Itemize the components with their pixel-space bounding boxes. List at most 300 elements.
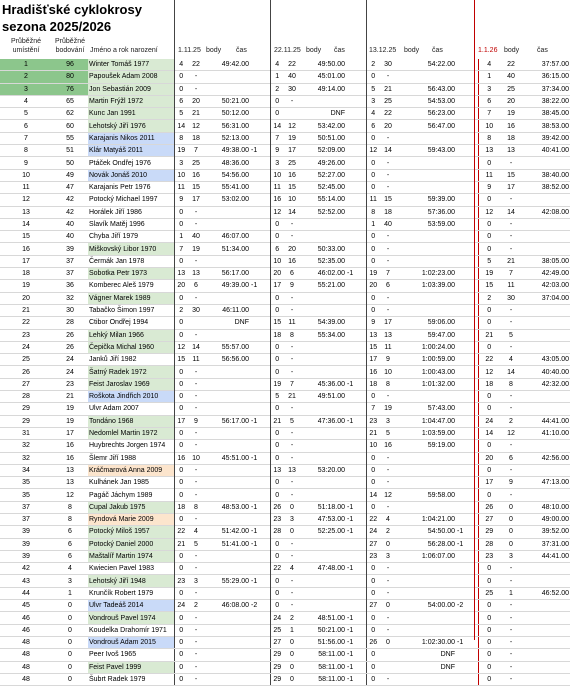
race2-points-cell[interactable]: - xyxy=(284,403,300,415)
race4-time-cell[interactable] xyxy=(522,218,570,230)
race3-time-cell[interactable] xyxy=(396,255,456,267)
race4-points-cell[interactable]: - xyxy=(500,157,522,169)
race1-place-cell[interactable]: 0 xyxy=(174,612,188,624)
name-cell[interactable]: Ryndová Marie 2009 xyxy=(88,513,174,525)
race4-points-cell[interactable]: - xyxy=(500,624,522,636)
race3-place-cell[interactable]: 21 xyxy=(366,427,380,439)
name-cell[interactable]: Vondrouš Adam 2015 xyxy=(88,636,174,648)
race1-place-cell[interactable]: 0 xyxy=(174,218,188,230)
name-cell[interactable]: Lehotský Jiří 1976 xyxy=(88,120,174,132)
race2-time-cell[interactable] xyxy=(300,218,346,230)
race1-penalty-cell[interactable] xyxy=(250,95,270,107)
rank-cell[interactable]: 48 xyxy=(0,673,52,685)
race3-time-cell[interactable]: 59:39.00 xyxy=(396,194,456,206)
race1-time-cell[interactable] xyxy=(204,587,250,599)
race1-place-cell[interactable]: 0 xyxy=(174,587,188,599)
race4-points-cell[interactable]: 6 xyxy=(500,452,522,464)
race1-place-cell[interactable]: 4 xyxy=(174,59,188,71)
race2-penalty-cell[interactable] xyxy=(346,120,366,132)
race3-points-cell[interactable]: - xyxy=(380,292,396,304)
race2-time-cell[interactable] xyxy=(300,341,346,353)
race2-time-cell[interactable]: 50:21.00 xyxy=(300,624,346,636)
race4-time-cell[interactable]: 47:13.00 xyxy=(522,477,570,489)
race3-time-cell[interactable]: 1:00:43.00 xyxy=(396,366,456,378)
race3-points-cell[interactable]: - xyxy=(380,231,396,243)
race3-place-cell[interactable]: 12 xyxy=(366,145,380,157)
race2-place-cell[interactable]: 20 xyxy=(270,268,284,280)
race2-points-cell[interactable]: - xyxy=(284,231,300,243)
rank-cell[interactable]: 25 xyxy=(0,354,52,366)
race3-points-cell[interactable]: - xyxy=(380,477,396,489)
race4-points-cell[interactable]: 21 xyxy=(500,255,522,267)
race2-place-cell[interactable]: 9 xyxy=(270,145,284,157)
race2-time-cell[interactable]: 55:21.00 xyxy=(300,280,346,292)
race2-penalty-cell[interactable] xyxy=(346,206,366,218)
name-cell[interactable]: Vondrouš Pavel 1974 xyxy=(88,612,174,624)
race3-place-cell[interactable]: 2 xyxy=(366,59,380,71)
race3-place-cell[interactable]: 5 xyxy=(366,83,380,95)
race4-points-cell[interactable]: 16 xyxy=(500,120,522,132)
race3-time-cell[interactable] xyxy=(396,243,456,255)
race3-points-cell[interactable]: 20 xyxy=(380,120,396,132)
race2-time-cell[interactable]: 47:53.00 xyxy=(300,513,346,525)
race2-time-cell[interactable]: 49:14.00 xyxy=(300,83,346,95)
race4-place-cell[interactable]: 26 xyxy=(478,501,500,513)
rank-cell[interactable]: 37 xyxy=(0,513,52,525)
race3-points-cell[interactable]: 0 xyxy=(380,636,396,648)
race1-points-cell[interactable]: 8 xyxy=(188,501,204,513)
race1-time-cell[interactable] xyxy=(204,563,250,575)
race2-place-cell[interactable]: 0 xyxy=(270,354,284,366)
points-cell[interactable]: 28 xyxy=(52,317,88,329)
race1-penalty-cell[interactable] xyxy=(250,427,270,439)
race3-time-cell[interactable] xyxy=(396,71,456,83)
points-cell[interactable]: 16 xyxy=(52,440,88,452)
points-cell[interactable]: 0 xyxy=(52,636,88,648)
race1-penalty-cell[interactable] xyxy=(250,513,270,525)
race4-points-cell[interactable]: 18 xyxy=(500,132,522,144)
race4-time-cell[interactable]: 38:05.00 xyxy=(522,255,570,267)
race3-points-cell[interactable]: - xyxy=(380,169,396,181)
name-cell[interactable]: Janků Jiří 1982 xyxy=(88,354,174,366)
race4-time-cell[interactable] xyxy=(522,391,570,403)
race1-points-cell[interactable]: 25 xyxy=(188,157,204,169)
race3-time-cell[interactable]: 54:22.00 xyxy=(396,59,456,71)
race1-penalty-cell[interactable] xyxy=(250,440,270,452)
race3-time-cell[interactable]: 54:53.00 xyxy=(396,95,456,107)
race1-penalty-cell[interactable] xyxy=(250,329,270,341)
race2-penalty-cell[interactable] xyxy=(346,231,366,243)
race4-time-cell[interactable] xyxy=(522,636,570,648)
race1-time-cell[interactable]: 50:12.00 xyxy=(204,108,250,120)
race2-points-cell[interactable]: 7 xyxy=(284,378,300,390)
race3-time-cell[interactable]: 1:04:21.00 xyxy=(396,513,456,525)
race2-penalty-cell[interactable]: -1 xyxy=(346,513,366,525)
race2-penalty-cell[interactable] xyxy=(346,169,366,181)
points-cell[interactable]: 30 xyxy=(52,304,88,316)
race2-time-cell[interactable]: 52:27.00 xyxy=(300,169,346,181)
race2-points-cell[interactable]: - xyxy=(284,366,300,378)
race4-place-cell[interactable]: 22 xyxy=(478,354,500,366)
race2-time-cell[interactable]: 45:36.00 xyxy=(300,378,346,390)
race4-place-cell[interactable]: 0 xyxy=(478,612,500,624)
race4-time-cell[interactable]: 42:49.00 xyxy=(522,268,570,280)
rank-cell[interactable]: 4 xyxy=(0,95,52,107)
race2-place-cell[interactable]: 3 xyxy=(270,157,284,169)
race4-points-cell[interactable]: 5 xyxy=(500,329,522,341)
name-cell[interactable]: Jon Sebastián 2009 xyxy=(88,83,174,95)
race1-penalty-cell[interactable] xyxy=(250,231,270,243)
race1-penalty-cell[interactable] xyxy=(250,612,270,624)
race1-place-cell[interactable]: 0 xyxy=(174,366,188,378)
race1-points-cell[interactable]: 16 xyxy=(188,169,204,181)
race3-points-cell[interactable]: - xyxy=(380,304,396,316)
race1-penalty-cell[interactable] xyxy=(250,464,270,476)
race1-points-cell[interactable]: - xyxy=(188,661,204,673)
race1-time-cell[interactable]: 49:42.00 xyxy=(204,59,250,71)
race1-place-cell[interactable]: 0 xyxy=(174,673,188,685)
race4-time-cell[interactable]: 42:08.00 xyxy=(522,206,570,218)
race1-place-cell[interactable]: 18 xyxy=(174,501,188,513)
race2-time-cell[interactable]: 55:14.00 xyxy=(300,194,346,206)
race4-points-cell[interactable]: 3 xyxy=(500,550,522,562)
race3-points-cell[interactable]: - xyxy=(380,464,396,476)
race4-place-cell[interactable]: 25 xyxy=(478,587,500,599)
race2-penalty-cell[interactable] xyxy=(346,243,366,255)
race3-place-cell[interactable]: 0 xyxy=(366,575,380,587)
race1-points-cell[interactable]: 7 xyxy=(188,145,204,157)
race1-time-cell[interactable] xyxy=(204,673,250,685)
race1-time-cell[interactable] xyxy=(204,464,250,476)
race4-points-cell[interactable]: 25 xyxy=(500,83,522,95)
race2-points-cell[interactable]: - xyxy=(284,427,300,439)
race3-place-cell[interactable]: 0 xyxy=(366,649,380,661)
race1-points-cell[interactable]: 6 xyxy=(188,280,204,292)
race1-penalty-cell[interactable]: -1 xyxy=(250,145,270,157)
race1-points-cell[interactable]: - xyxy=(188,391,204,403)
race3-place-cell[interactable]: 20 xyxy=(366,280,380,292)
race1-penalty-cell[interactable] xyxy=(250,71,270,83)
race4-place-cell[interactable]: 0 xyxy=(478,218,500,230)
race1-penalty-cell[interactable]: -1 xyxy=(250,280,270,292)
race2-penalty-cell[interactable] xyxy=(346,255,366,267)
race2-place-cell[interactable]: 11 xyxy=(270,181,284,193)
race2-penalty-cell[interactable] xyxy=(346,59,366,71)
race4-time-cell[interactable]: 38:52.00 xyxy=(522,181,570,193)
race4-time-cell[interactable]: 44:41.00 xyxy=(522,415,570,427)
race2-place-cell[interactable]: 2 xyxy=(270,83,284,95)
race4-points-cell[interactable]: - xyxy=(500,600,522,612)
race3-points-cell[interactable]: 15 xyxy=(380,194,396,206)
race2-place-cell[interactable]: 29 xyxy=(270,649,284,661)
race4-place-cell[interactable]: 0 xyxy=(478,391,500,403)
race3-place-cell[interactable]: 4 xyxy=(366,108,380,120)
race1-place-cell[interactable]: 6 xyxy=(174,95,188,107)
race4-place-cell[interactable]: 29 xyxy=(478,526,500,538)
race1-time-cell[interactable] xyxy=(204,378,250,390)
race1-points-cell[interactable]: - xyxy=(188,71,204,83)
race2-time-cell[interactable]: 53:42.00 xyxy=(300,120,346,132)
race1-points-cell[interactable]: - xyxy=(188,366,204,378)
race1-time-cell[interactable] xyxy=(204,636,250,648)
race3-points-cell[interactable]: 12 xyxy=(380,489,396,501)
rank-cell[interactable]: 39 xyxy=(0,526,52,538)
race1-time-cell[interactable] xyxy=(204,206,250,218)
race4-time-cell[interactable]: 37:34.00 xyxy=(522,83,570,95)
race1-points-cell[interactable]: - xyxy=(188,440,204,452)
race4-points-cell[interactable]: - xyxy=(500,341,522,353)
race3-place-cell[interactable]: 7 xyxy=(366,403,380,415)
race2-penalty-cell[interactable] xyxy=(346,341,366,353)
rank-cell[interactable]: 46 xyxy=(0,624,52,636)
race1-place-cell[interactable]: 1 xyxy=(174,231,188,243)
race1-penalty-cell[interactable] xyxy=(250,292,270,304)
name-cell[interactable]: Kráčmarová Anna 2009 xyxy=(88,464,174,476)
race4-points-cell[interactable]: 15 xyxy=(500,169,522,181)
race2-penalty-cell[interactable] xyxy=(346,427,366,439)
name-cell[interactable]: Martin Frýžl 1972 xyxy=(88,95,174,107)
name-cell[interactable]: Potocký Daniel 2000 xyxy=(88,538,174,550)
race2-penalty-cell[interactable] xyxy=(346,403,366,415)
rank-cell[interactable]: 19 xyxy=(0,280,52,292)
rank-cell[interactable]: 35 xyxy=(0,489,52,501)
race4-time-cell[interactable] xyxy=(522,231,570,243)
race4-points-cell[interactable]: - xyxy=(500,243,522,255)
race1-time-cell[interactable] xyxy=(204,329,250,341)
race3-time-cell[interactable] xyxy=(396,612,456,624)
race1-place-cell[interactable]: 0 xyxy=(174,71,188,83)
rank-cell[interactable]: 11 xyxy=(0,181,52,193)
race2-time-cell[interactable] xyxy=(300,538,346,550)
race2-time-cell[interactable]: 52:45.00 xyxy=(300,181,346,193)
name-cell[interactable]: Pagáč Jáchym 1989 xyxy=(88,489,174,501)
race1-points-cell[interactable]: 10 xyxy=(188,452,204,464)
race3-points-cell[interactable]: 22 xyxy=(380,108,396,120)
race4-points-cell[interactable]: - xyxy=(500,218,522,230)
race3-place-cell[interactable]: 0 xyxy=(366,673,380,685)
race1-points-cell[interactable]: 20 xyxy=(188,95,204,107)
race1-time-cell[interactable] xyxy=(204,71,250,83)
race2-time-cell[interactable] xyxy=(300,587,346,599)
points-cell[interactable]: 26 xyxy=(52,329,88,341)
race3-points-cell[interactable]: 10 xyxy=(380,366,396,378)
race2-points-cell[interactable]: - xyxy=(284,538,300,550)
race1-place-cell[interactable]: 23 xyxy=(174,575,188,587)
race1-time-cell[interactable] xyxy=(204,624,250,636)
race3-penalty-cell[interactable]: -2 xyxy=(456,600,478,612)
race2-time-cell[interactable]: 58:11.00 xyxy=(300,649,346,661)
race2-time-cell[interactable] xyxy=(300,452,346,464)
race2-time-cell[interactable]: 47:36.00 xyxy=(300,415,346,427)
race3-time-cell[interactable]: 1:00:24.00 xyxy=(396,341,456,353)
name-cell[interactable]: Chyba Jiří 1979 xyxy=(88,231,174,243)
race3-time-cell[interactable] xyxy=(396,464,456,476)
race2-place-cell[interactable]: 5 xyxy=(270,391,284,403)
race1-penalty-cell[interactable] xyxy=(250,108,270,120)
race1-penalty-cell[interactable] xyxy=(250,132,270,144)
race4-time-cell[interactable] xyxy=(522,624,570,636)
race2-place-cell[interactable]: 19 xyxy=(270,378,284,390)
race4-time-cell[interactable]: 44:41.00 xyxy=(522,550,570,562)
rank-cell[interactable]: 13 xyxy=(0,206,52,218)
race2-penalty-cell[interactable] xyxy=(346,280,366,292)
race1-points-cell[interactable]: - xyxy=(188,427,204,439)
name-cell[interactable]: Koudelka Drahomír 1971 xyxy=(88,624,174,636)
points-cell[interactable]: 6 xyxy=(52,526,88,538)
race2-time-cell[interactable] xyxy=(300,292,346,304)
race3-place-cell[interactable]: 0 xyxy=(366,587,380,599)
race4-time-cell[interactable] xyxy=(522,575,570,587)
race3-time-cell[interactable]: 1:04:47.00 xyxy=(396,415,456,427)
race1-time-cell[interactable]: 56:17.00 xyxy=(204,415,250,427)
race3-time-cell[interactable]: 56:28.00 xyxy=(396,538,456,550)
race1-time-cell[interactable] xyxy=(204,427,250,439)
race3-place-cell[interactable]: 13 xyxy=(366,329,380,341)
race2-points-cell[interactable]: - xyxy=(284,440,300,452)
points-cell[interactable]: 62 xyxy=(52,108,88,120)
race4-points-cell[interactable]: 20 xyxy=(500,95,522,107)
race3-place-cell[interactable]: 0 xyxy=(366,624,380,636)
race3-place-cell[interactable]: 0 xyxy=(366,181,380,193)
race1-points-cell[interactable]: - xyxy=(188,218,204,230)
race3-place-cell[interactable]: 18 xyxy=(366,378,380,390)
race3-place-cell[interactable]: 23 xyxy=(366,550,380,562)
race1-penalty-cell[interactable] xyxy=(250,636,270,648)
race1-place-cell[interactable]: 0 xyxy=(174,489,188,501)
race2-place-cell[interactable]: 0 xyxy=(270,489,284,501)
race2-time-cell[interactable]: 45:01.00 xyxy=(300,71,346,83)
race4-time-cell[interactable]: 42:56.00 xyxy=(522,452,570,464)
race1-penalty-cell[interactable] xyxy=(250,477,270,489)
points-cell[interactable]: 0 xyxy=(52,649,88,661)
race2-penalty-cell[interactable] xyxy=(346,538,366,550)
rank-cell[interactable]: 32 xyxy=(0,440,52,452)
race4-time-cell[interactable] xyxy=(522,243,570,255)
race2-place-cell[interactable]: 23 xyxy=(270,513,284,525)
race4-time-cell[interactable]: 42:03.00 xyxy=(522,280,570,292)
race3-points-cell[interactable]: 21 xyxy=(380,83,396,95)
points-cell[interactable]: 0 xyxy=(52,673,88,685)
race1-points-cell[interactable]: - xyxy=(188,464,204,476)
race2-penalty-cell[interactable] xyxy=(346,132,366,144)
race2-points-cell[interactable]: 15 xyxy=(284,181,300,193)
points-cell[interactable]: 1 xyxy=(52,587,88,599)
race1-points-cell[interactable]: - xyxy=(188,292,204,304)
race2-place-cell[interactable]: 0 xyxy=(270,477,284,489)
race3-points-cell[interactable] xyxy=(380,649,396,661)
race3-time-cell[interactable]: 53:59.00 xyxy=(396,218,456,230)
race2-penalty-cell[interactable] xyxy=(346,366,366,378)
race3-time-cell[interactable] xyxy=(396,587,456,599)
race2-place-cell[interactable]: 0 xyxy=(270,292,284,304)
race4-place-cell[interactable]: 0 xyxy=(478,341,500,353)
race1-points-cell[interactable]: - xyxy=(188,587,204,599)
race2-penalty-cell[interactable] xyxy=(346,452,366,464)
race3-penalty-cell[interactable] xyxy=(456,661,478,673)
race3-points-cell[interactable]: - xyxy=(380,575,396,587)
name-cell[interactable]: Ptáček Ondřej 1976 xyxy=(88,157,174,169)
rank-cell[interactable]: 7 xyxy=(0,132,52,144)
race1-time-cell[interactable]: 46:11.00 xyxy=(204,304,250,316)
race4-points-cell[interactable]: 12 xyxy=(500,427,522,439)
race4-time-cell[interactable] xyxy=(522,317,570,329)
race3-points-cell[interactable]: 0 xyxy=(380,538,396,550)
points-cell[interactable]: 6 xyxy=(52,538,88,550)
name-cell[interactable]: Feist Pavel 1999 xyxy=(88,661,174,673)
race4-place-cell[interactable]: 9 xyxy=(478,181,500,193)
race1-penalty-cell[interactable]: -1 xyxy=(250,501,270,513)
race3-place-cell[interactable]: 27 xyxy=(366,600,380,612)
race1-place-cell[interactable]: 0 xyxy=(174,649,188,661)
race1-time-cell[interactable] xyxy=(204,440,250,452)
race3-time-cell[interactable]: 56:43.00 xyxy=(396,83,456,95)
race2-time-cell[interactable] xyxy=(300,403,346,415)
rank-cell[interactable]: 14 xyxy=(0,218,52,230)
race3-points-cell[interactable]: - xyxy=(380,612,396,624)
race1-penalty-cell[interactable]: -1 xyxy=(250,538,270,550)
points-cell[interactable]: 13 xyxy=(52,477,88,489)
race1-time-cell[interactable]: 56:17.00 xyxy=(204,268,250,280)
rank-cell[interactable]: 42 xyxy=(0,563,52,575)
race2-points-cell[interactable]: 25 xyxy=(284,157,300,169)
race1-time-cell[interactable]: 55:29.00 xyxy=(204,575,250,587)
race2-time-cell[interactable]: 54:39.00 xyxy=(300,317,346,329)
race4-points-cell[interactable]: 0 xyxy=(500,526,522,538)
race1-place-cell[interactable]: 0 xyxy=(174,661,188,673)
race2-penalty-cell[interactable] xyxy=(346,95,366,107)
race2-place-cell[interactable]: 4 xyxy=(270,59,284,71)
race1-place-cell[interactable]: 10 xyxy=(174,169,188,181)
race3-time-cell[interactable]: 54:50.00 xyxy=(396,526,456,538)
race4-time-cell[interactable] xyxy=(522,403,570,415)
race1-penalty-cell[interactable] xyxy=(250,341,270,353)
points-cell[interactable]: 47 xyxy=(52,181,88,193)
race1-time-cell[interactable] xyxy=(204,83,250,95)
race3-points-cell[interactable]: 2 xyxy=(380,526,396,538)
race2-penalty-cell[interactable] xyxy=(346,83,366,95)
race2-points-cell[interactable]: 0 xyxy=(284,661,300,673)
race3-place-cell[interactable]: 16 xyxy=(366,366,380,378)
race2-place-cell[interactable]: 28 xyxy=(270,526,284,538)
race1-place-cell[interactable]: 3 xyxy=(174,157,188,169)
race3-place-cell[interactable]: 8 xyxy=(366,206,380,218)
name-cell[interactable]: Krunčík Robert 1979 xyxy=(88,587,174,599)
race1-place-cell[interactable]: 0 xyxy=(174,624,188,636)
race4-place-cell[interactable]: 11 xyxy=(478,169,500,181)
race3-points-cell[interactable]: - xyxy=(380,132,396,144)
name-cell[interactable]: Čepička Michal 1960 xyxy=(88,341,174,353)
race3-place-cell[interactable]: 1 xyxy=(366,218,380,230)
race4-place-cell[interactable]: 0 xyxy=(478,600,500,612)
race4-points-cell[interactable]: - xyxy=(500,489,522,501)
race3-time-cell[interactable]: 54:00.00 xyxy=(396,600,456,612)
race1-penalty-cell[interactable] xyxy=(250,120,270,132)
name-cell[interactable]: Komberec Aleš 1979 xyxy=(88,280,174,292)
race3-place-cell[interactable]: 0 xyxy=(366,71,380,83)
points-cell[interactable]: 65 xyxy=(52,95,88,107)
race1-penalty-cell[interactable] xyxy=(250,587,270,599)
race2-points-cell[interactable]: - xyxy=(284,600,300,612)
race4-place-cell[interactable]: 7 xyxy=(478,108,500,120)
race2-time-cell[interactable]: 51:18.00 xyxy=(300,501,346,513)
race3-place-cell[interactable]: 6 xyxy=(366,120,380,132)
race4-place-cell[interactable]: 2 xyxy=(478,292,500,304)
race3-points-cell[interactable]: - xyxy=(380,563,396,575)
race2-penalty-cell[interactable]: -1 xyxy=(346,661,366,673)
race2-points-cell[interactable]: - xyxy=(284,452,300,464)
rank-cell[interactable]: 12 xyxy=(0,194,52,206)
race3-time-cell[interactable] xyxy=(396,169,456,181)
